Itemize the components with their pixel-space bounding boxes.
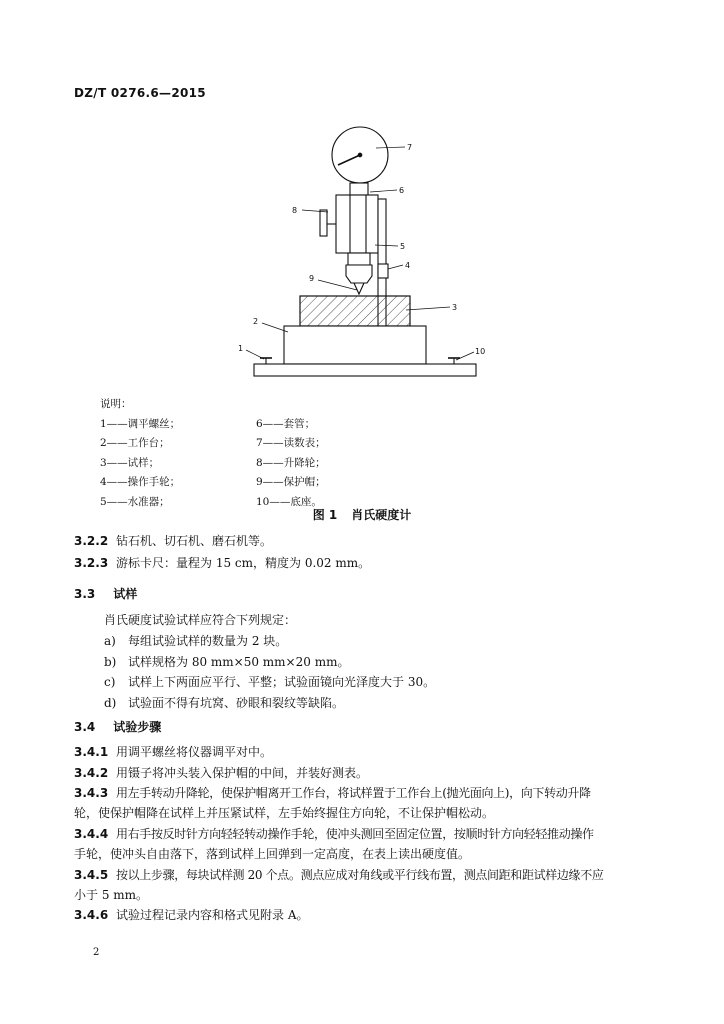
- section-title: 试验步骤: [113, 720, 162, 734]
- section-intro: 肖氏硬度试验试样应符合下列规定：: [104, 613, 297, 627]
- clause-number: 3.2.3: [74, 556, 109, 570]
- document-code: DZ/T 0276.6—2015: [74, 86, 206, 100]
- clause-3-4-2: [74, 764, 368, 781]
- fig-label-5: 5: [400, 242, 406, 251]
- list-marker: d): [104, 696, 117, 710]
- clause-3-4-6: [74, 906, 308, 923]
- clause-text: 游标卡尺：量程为 15 cm，精度为 0.02 mm。: [116, 556, 371, 570]
- clause-number: 3.4.3: [74, 786, 109, 800]
- list-item: [104, 632, 287, 649]
- fig-label-10: 10: [475, 347, 486, 356]
- page-number: 2: [93, 947, 100, 958]
- clause-3-4-1: [74, 743, 272, 760]
- list-text: 试验面不得有坑窝、砂眼和裂纹等缺陷。: [128, 696, 345, 710]
- fig-label-1: 1: [238, 344, 244, 353]
- section-title: 试样: [113, 587, 138, 601]
- clause-number: 3.4.5: [74, 868, 109, 882]
- clause-3-4-4: [74, 825, 594, 842]
- caption-number: 图 1: [312, 508, 338, 522]
- legend-item: 1——调平螺丝；: [100, 417, 181, 430]
- fig-label-7: 7: [407, 143, 413, 152]
- clause-text: 钻石机、切石机、磨石机等。: [116, 534, 273, 548]
- legend-item: 9——保护帽；: [256, 476, 326, 488]
- section-number: 3.4: [74, 720, 96, 734]
- legend-item: 4——操作手轮；: [100, 476, 181, 488]
- list-marker: c): [104, 675, 116, 689]
- clause-number: 3.4.6: [74, 908, 109, 922]
- list-marker: a): [104, 634, 116, 648]
- clause-number: 3.4.1: [74, 745, 109, 759]
- section-number: 3.3: [74, 587, 96, 601]
- shore-hardness-tester-figure: [238, 118, 498, 388]
- figure-caption: [0, 506, 724, 523]
- legend-item: 5——水准器；: [100, 495, 170, 508]
- legend-item: 3——试样；: [100, 456, 160, 469]
- section-heading-3-3: [74, 585, 137, 602]
- legend-title: 说明：: [100, 398, 132, 410]
- section-heading-3-4: [74, 718, 161, 735]
- figure-legend-right: [256, 415, 326, 513]
- fig-label-2: 2: [253, 317, 259, 326]
- fig-label-6: 6: [399, 186, 405, 195]
- clause-3-2-3: [74, 554, 370, 571]
- clause-text: 用镊子将冲头装入保护帽的中间，并装好测表。: [116, 766, 369, 780]
- fig-label-9: 9: [309, 274, 315, 283]
- clause-3-2-2: [74, 532, 272, 549]
- fig-label-8: 8: [292, 206, 298, 215]
- clause-continuation: 轮，使保护帽降在试样上并压紧试样，左手始终握住方向轮，不让保护帽松动。: [74, 806, 495, 820]
- clause-continuation: 手轮，使冲头自由落下，落到试样上回弹到一定高度，在表上读出硬度值。: [74, 847, 471, 861]
- caption-title: 肖氏硬度计: [351, 508, 412, 522]
- list-text: 试样上下两面应平行、平整；试验面镜向光泽度大于 30。: [128, 675, 436, 689]
- figure-legend-left: [100, 395, 180, 512]
- fig-label-4: 4: [405, 261, 411, 270]
- legend-item: 7——读数表；: [256, 437, 326, 449]
- list-item: [104, 694, 344, 711]
- clause-continuation: 小于 5 mm。: [74, 888, 149, 902]
- legend-item: 2——工作台；: [100, 437, 170, 449]
- clause-number: 3.4.4: [74, 827, 109, 841]
- fig-label-3: 3: [452, 303, 458, 312]
- list-item: [104, 673, 435, 690]
- clause-text: 用右手按反时针方向轻轻转动操作手轮，使冲头测回至固定位置，按顺时针方向轻轻推动操作: [116, 827, 594, 841]
- legend-item: 10——底座。: [256, 495, 322, 508]
- list-marker: b): [104, 655, 117, 669]
- list-item: [104, 653, 349, 670]
- clause-text: 用左手转动升降轮，使保护帽离开工作台，将试样置于工作台上(抛光面向上)，向下转动升降: [116, 786, 591, 800]
- clause-number: 3.4.2: [74, 766, 109, 780]
- list-text: 试样规格为 80 mm×50 mm×20 mm。: [128, 655, 350, 669]
- clause-text: 试验过程记录内容和格式见附录 A。: [116, 908, 309, 922]
- legend-item: 6——套管；: [256, 417, 316, 430]
- legend-item: 8——升降轮；: [256, 456, 326, 469]
- clause-text: 用调平螺丝将仪器调平对中。: [116, 745, 273, 759]
- clause-number: 3.2.2: [74, 534, 109, 548]
- clause-3-4-3: [74, 784, 591, 801]
- clause-text: 按以上步骤，每块试样测 20 个点。测点应成对角线或平行线布置，测点间距和距试样边缘不应: [116, 868, 604, 882]
- clause-3-4-5: [74, 866, 604, 883]
- list-text: 每组试验试样的数量为 2 块。: [128, 634, 288, 648]
